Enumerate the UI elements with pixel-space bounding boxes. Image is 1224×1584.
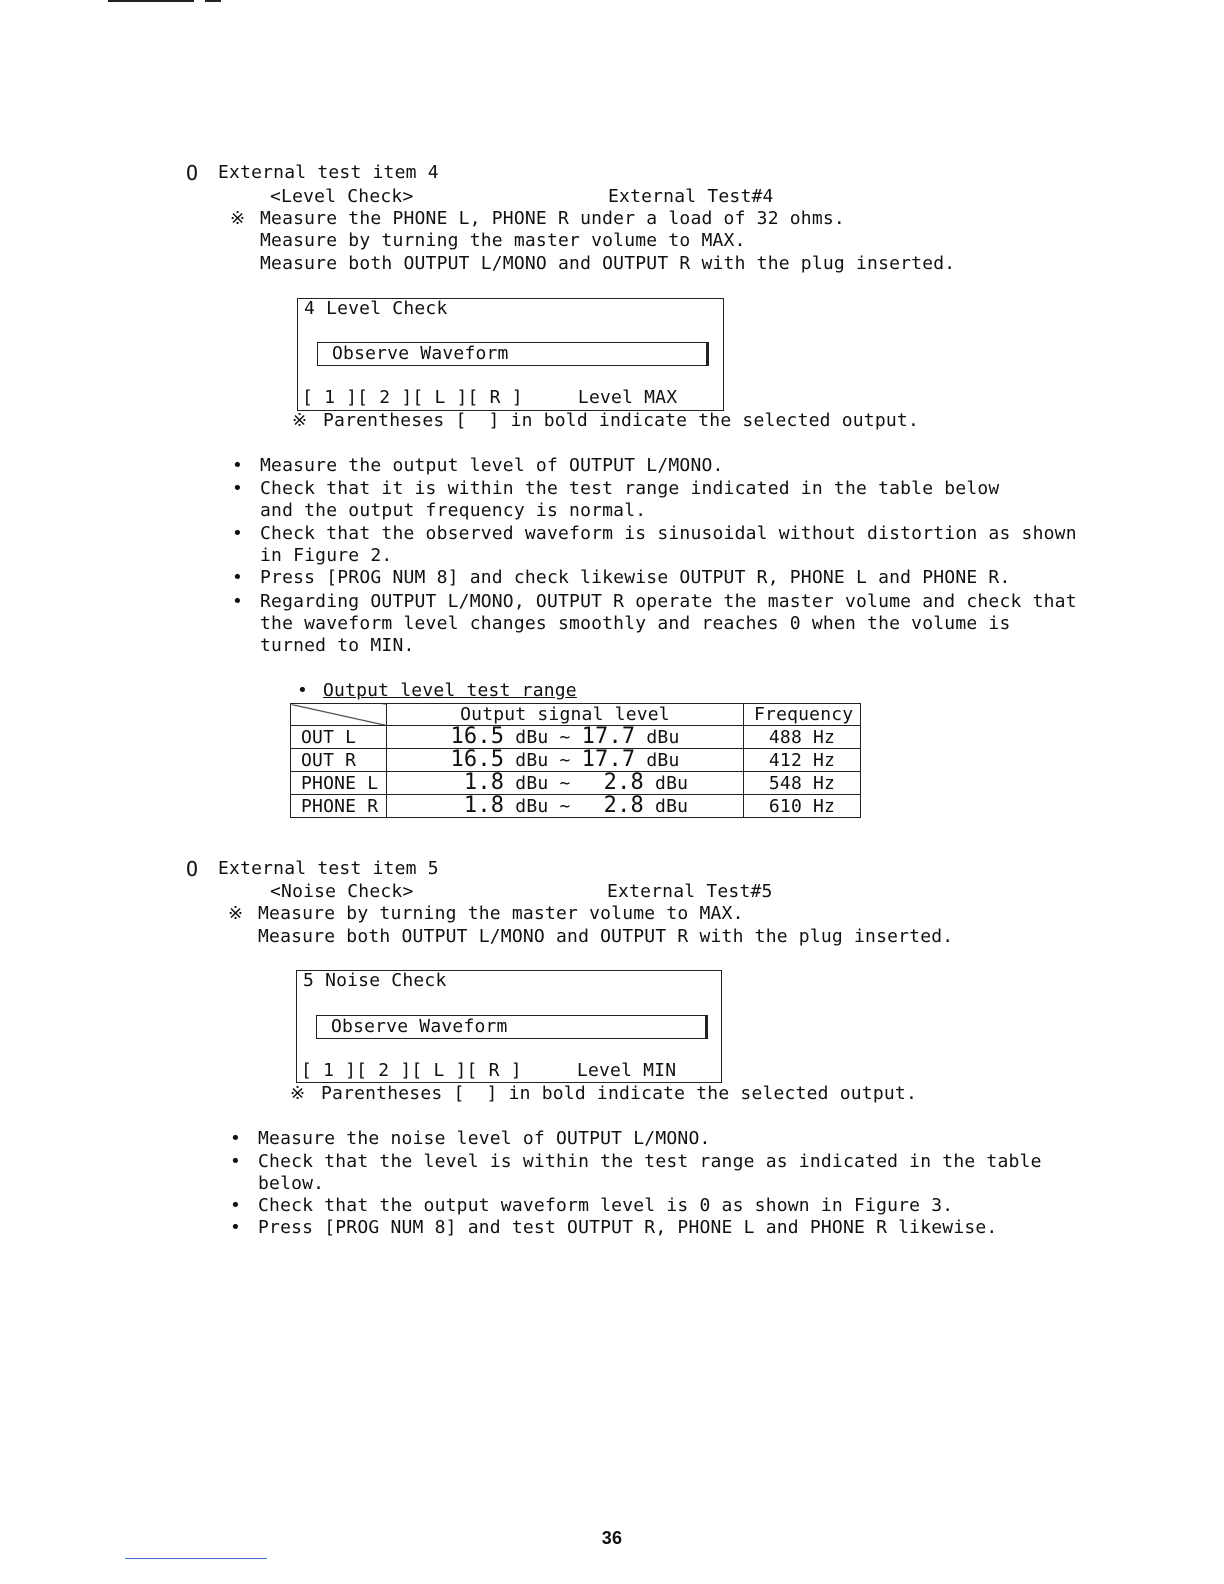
- lcd-waveform-label: Observe Waveform: [332, 343, 509, 364]
- bottom-rule: [125, 1558, 267, 1559]
- reference-mark-icon: ※: [230, 208, 246, 229]
- range-tilde: ~: [559, 727, 571, 748]
- level-unit: dBu: [646, 750, 680, 771]
- level-high: 17.7: [581, 724, 636, 749]
- row-level-range: [387, 795, 744, 818]
- level-unit: dBu: [646, 727, 680, 748]
- row-level-range: [387, 726, 744, 749]
- lcd-title: 4 Level Check: [304, 298, 448, 319]
- bullet-icon: •: [297, 680, 309, 701]
- lcd-output-selector: [ 1 ][ 2 ][ L ][ R ] Level MAX: [302, 387, 678, 408]
- bullet-icon: •: [230, 1128, 242, 1149]
- item4-subtitle-right: External Test#4: [608, 186, 774, 207]
- table-title: Output level test range: [323, 680, 577, 701]
- item5-bullet-2: Check that the level is within the test range as indicated in the table below.: [258, 1151, 1042, 1194]
- item4-bullet-3: Check that the observed waveform is sinusoidal without distortion as shown in Figure 2.: [260, 523, 1077, 566]
- reference-mark-icon: ※: [228, 903, 244, 924]
- bullet-icon: •: [232, 567, 244, 588]
- level-high: 17.7: [581, 747, 636, 772]
- item4-note-2: Measure by turning the master volume to MAX.: [260, 230, 746, 251]
- item5-subtitle-left: <Noise Check>: [270, 881, 414, 902]
- item4-bullet-1: Measure the output level of OUTPUT L/MONO.: [260, 455, 724, 476]
- table-row: [291, 749, 861, 772]
- level-range-table: [290, 703, 861, 818]
- item5-note-1: Measure by turning the master volume to MAX.: [258, 903, 744, 924]
- table-header-level: Output signal level: [387, 704, 744, 726]
- item4-bullet-2: Check that it is within the test range indicated in the table below and the output frequency is normal.: [260, 478, 1000, 521]
- reference-mark-icon: ※: [292, 410, 308, 431]
- bullet-icon: •: [232, 455, 244, 476]
- bullet-icon: •: [230, 1195, 242, 1216]
- item5-bracket-note: Parentheses [ ] in bold indicate the selected output.: [321, 1083, 917, 1104]
- item5-note-2: Measure both OUTPUT L/MONO and OUTPUT R with the plug inserted.: [258, 926, 954, 947]
- item4-note-3: Measure both OUTPUT L/MONO and OUTPUT R with the plug inserted.: [260, 253, 956, 274]
- level-unit: dBu: [515, 796, 549, 817]
- table-header-frequency: Frequency: [744, 704, 861, 726]
- row-output-name: OUT L: [291, 726, 387, 749]
- lcd-waveform-box: [316, 1015, 708, 1039]
- page-number: 36: [601, 1528, 623, 1548]
- bullet-icon: •: [232, 523, 244, 544]
- item4-bracket-note: Parentheses [ ] in bold indicate the selected output.: [323, 410, 919, 431]
- level-unit: dBu: [515, 727, 549, 748]
- level-low: 16.5: [450, 724, 505, 749]
- range-tilde: ~: [559, 796, 571, 817]
- row-output-name: OUT R: [291, 749, 387, 772]
- level-unit: dBu: [515, 773, 549, 794]
- table-row: [291, 726, 861, 749]
- lcd-title: 5 Noise Check: [303, 970, 447, 991]
- row-level-range: [387, 772, 744, 795]
- row-output-name: PHONE R: [291, 795, 387, 818]
- bullet-icon: •: [232, 478, 244, 499]
- item5-title: External test item 5: [218, 858, 439, 879]
- range-tilde: ~: [559, 750, 571, 771]
- top-rule-short: [205, 0, 221, 2]
- table-header-row: [291, 704, 861, 726]
- item4-subtitle-left: <Level Check>: [270, 186, 414, 207]
- bullet-icon: •: [230, 1217, 242, 1238]
- circle-marker: O: [186, 857, 199, 881]
- row-frequency: 488 Hz: [744, 726, 861, 749]
- level-low: 16.5: [450, 747, 505, 772]
- level-high: 2.8: [603, 770, 644, 795]
- item4-bullet-5: Regarding OUTPUT L/MONO, OUTPUT R operate the master volume and check that the waveform level changes smoothly and reaches 0 when the volume is turned to MIN.: [260, 591, 1077, 656]
- table-row: [291, 795, 861, 818]
- reference-mark-icon: ※: [290, 1083, 306, 1104]
- level-high: 2.8: [603, 793, 644, 818]
- lcd-output-selector: [ 1 ][ 2 ][ L ][ R ] Level MIN: [301, 1060, 677, 1081]
- lcd-waveform-label: Observe Waveform: [331, 1016, 508, 1037]
- item5-bullet-4: Press [PROG NUM 8] and test OUTPUT R, PHONE L and PHONE R likewise.: [258, 1217, 998, 1238]
- circle-marker: O: [186, 161, 199, 185]
- item5-bullet-1: Measure the noise level of OUTPUT L/MONO.: [258, 1128, 711, 1149]
- range-tilde: ~: [559, 773, 571, 794]
- row-frequency: 412 Hz: [744, 749, 861, 772]
- level-low: 1.8: [463, 793, 505, 818]
- row-level-range: [387, 749, 744, 772]
- level-unit: dBu: [655, 796, 689, 817]
- item5-subtitle-right: External Test#5: [607, 881, 773, 902]
- top-rule: [108, 0, 194, 2]
- item4-bullet-4: Press [PROG NUM 8] and check likewise OUTPUT R, PHONE L and PHONE R.: [260, 567, 1011, 588]
- level-unit: dBu: [655, 773, 689, 794]
- row-frequency: 610 Hz: [744, 795, 861, 818]
- table-row: [291, 772, 861, 795]
- item4-title: External test item 4: [218, 162, 439, 183]
- bullet-icon: •: [230, 1151, 242, 1172]
- lcd-waveform-box: [317, 342, 709, 366]
- item5-bullet-3: Check that the output waveform level is 0 as shown in Figure 3.: [258, 1195, 954, 1216]
- level-unit: dBu: [515, 750, 549, 771]
- item4-lcd-display: [297, 298, 724, 411]
- table-header-blank: [291, 704, 387, 726]
- item5-lcd-display: [296, 970, 722, 1083]
- item4-note-1: Measure the PHONE L, PHONE R under a load of 32 ohms.: [260, 208, 845, 229]
- bullet-icon: •: [232, 591, 244, 612]
- row-frequency: 548 Hz: [744, 772, 861, 795]
- row-output-name: PHONE L: [291, 772, 387, 795]
- level-low: 1.8: [463, 770, 505, 795]
